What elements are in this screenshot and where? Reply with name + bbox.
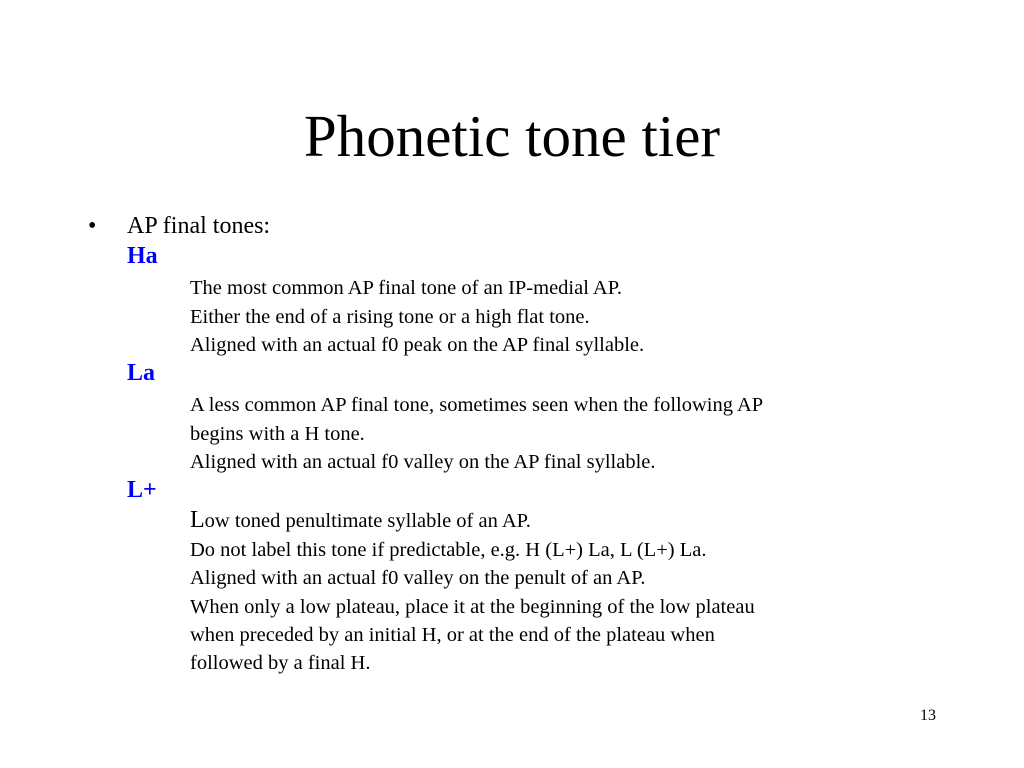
term-lplus-label: L+ — [127, 477, 157, 503]
term-lplus-line-2: Do not label this tone if predictable, e.g. H (L+) La, L (L+) La. — [190, 539, 707, 561]
term-la-label: La — [127, 360, 156, 386]
term-la-line-2: begins with a H tone. — [190, 423, 365, 445]
term-lplus-line-1-text: ow toned penultimate syllable of an AP. — [204, 510, 531, 532]
term-ha-line-1: The most common AP final tone of an IP-medial AP. — [190, 277, 622, 299]
bullet-text: AP final tones: — [127, 213, 271, 239]
bullet-symbol: • — [88, 213, 97, 239]
term-lplus-line-4: When only a low plateau, place it at the beginning of the low plateau — [190, 596, 755, 618]
term-la-line-3: Aligned with an actual f0 valley on the AP final syllable. — [190, 451, 656, 473]
term-lplus-line-6: followed by a final H. — [190, 652, 371, 674]
term-ha-label: Ha — [127, 243, 158, 269]
term-la-line-1: A less common AP final tone, sometimes seen when the following AP — [190, 394, 764, 416]
page-number: 13 — [920, 707, 936, 724]
term-lplus-line-3: Aligned with an actual f0 valley on the penult of an AP. — [190, 567, 646, 589]
bullet-item — [88, 211, 270, 241]
term-lplus-line-5: when preceded by an initial H, or at the end of the plateau when — [190, 624, 715, 646]
term-ha-line-2: Either the end of a rising tone or a high flat tone. — [190, 306, 590, 328]
term-lplus-first-letter: L — [190, 507, 205, 533]
term-lplus-line-1 — [190, 506, 531, 536]
slide-title: Phonetic tone tier — [303, 103, 721, 169]
term-ha-line-3: Aligned with an actual f0 peak on the AP final syllable. — [190, 334, 645, 356]
